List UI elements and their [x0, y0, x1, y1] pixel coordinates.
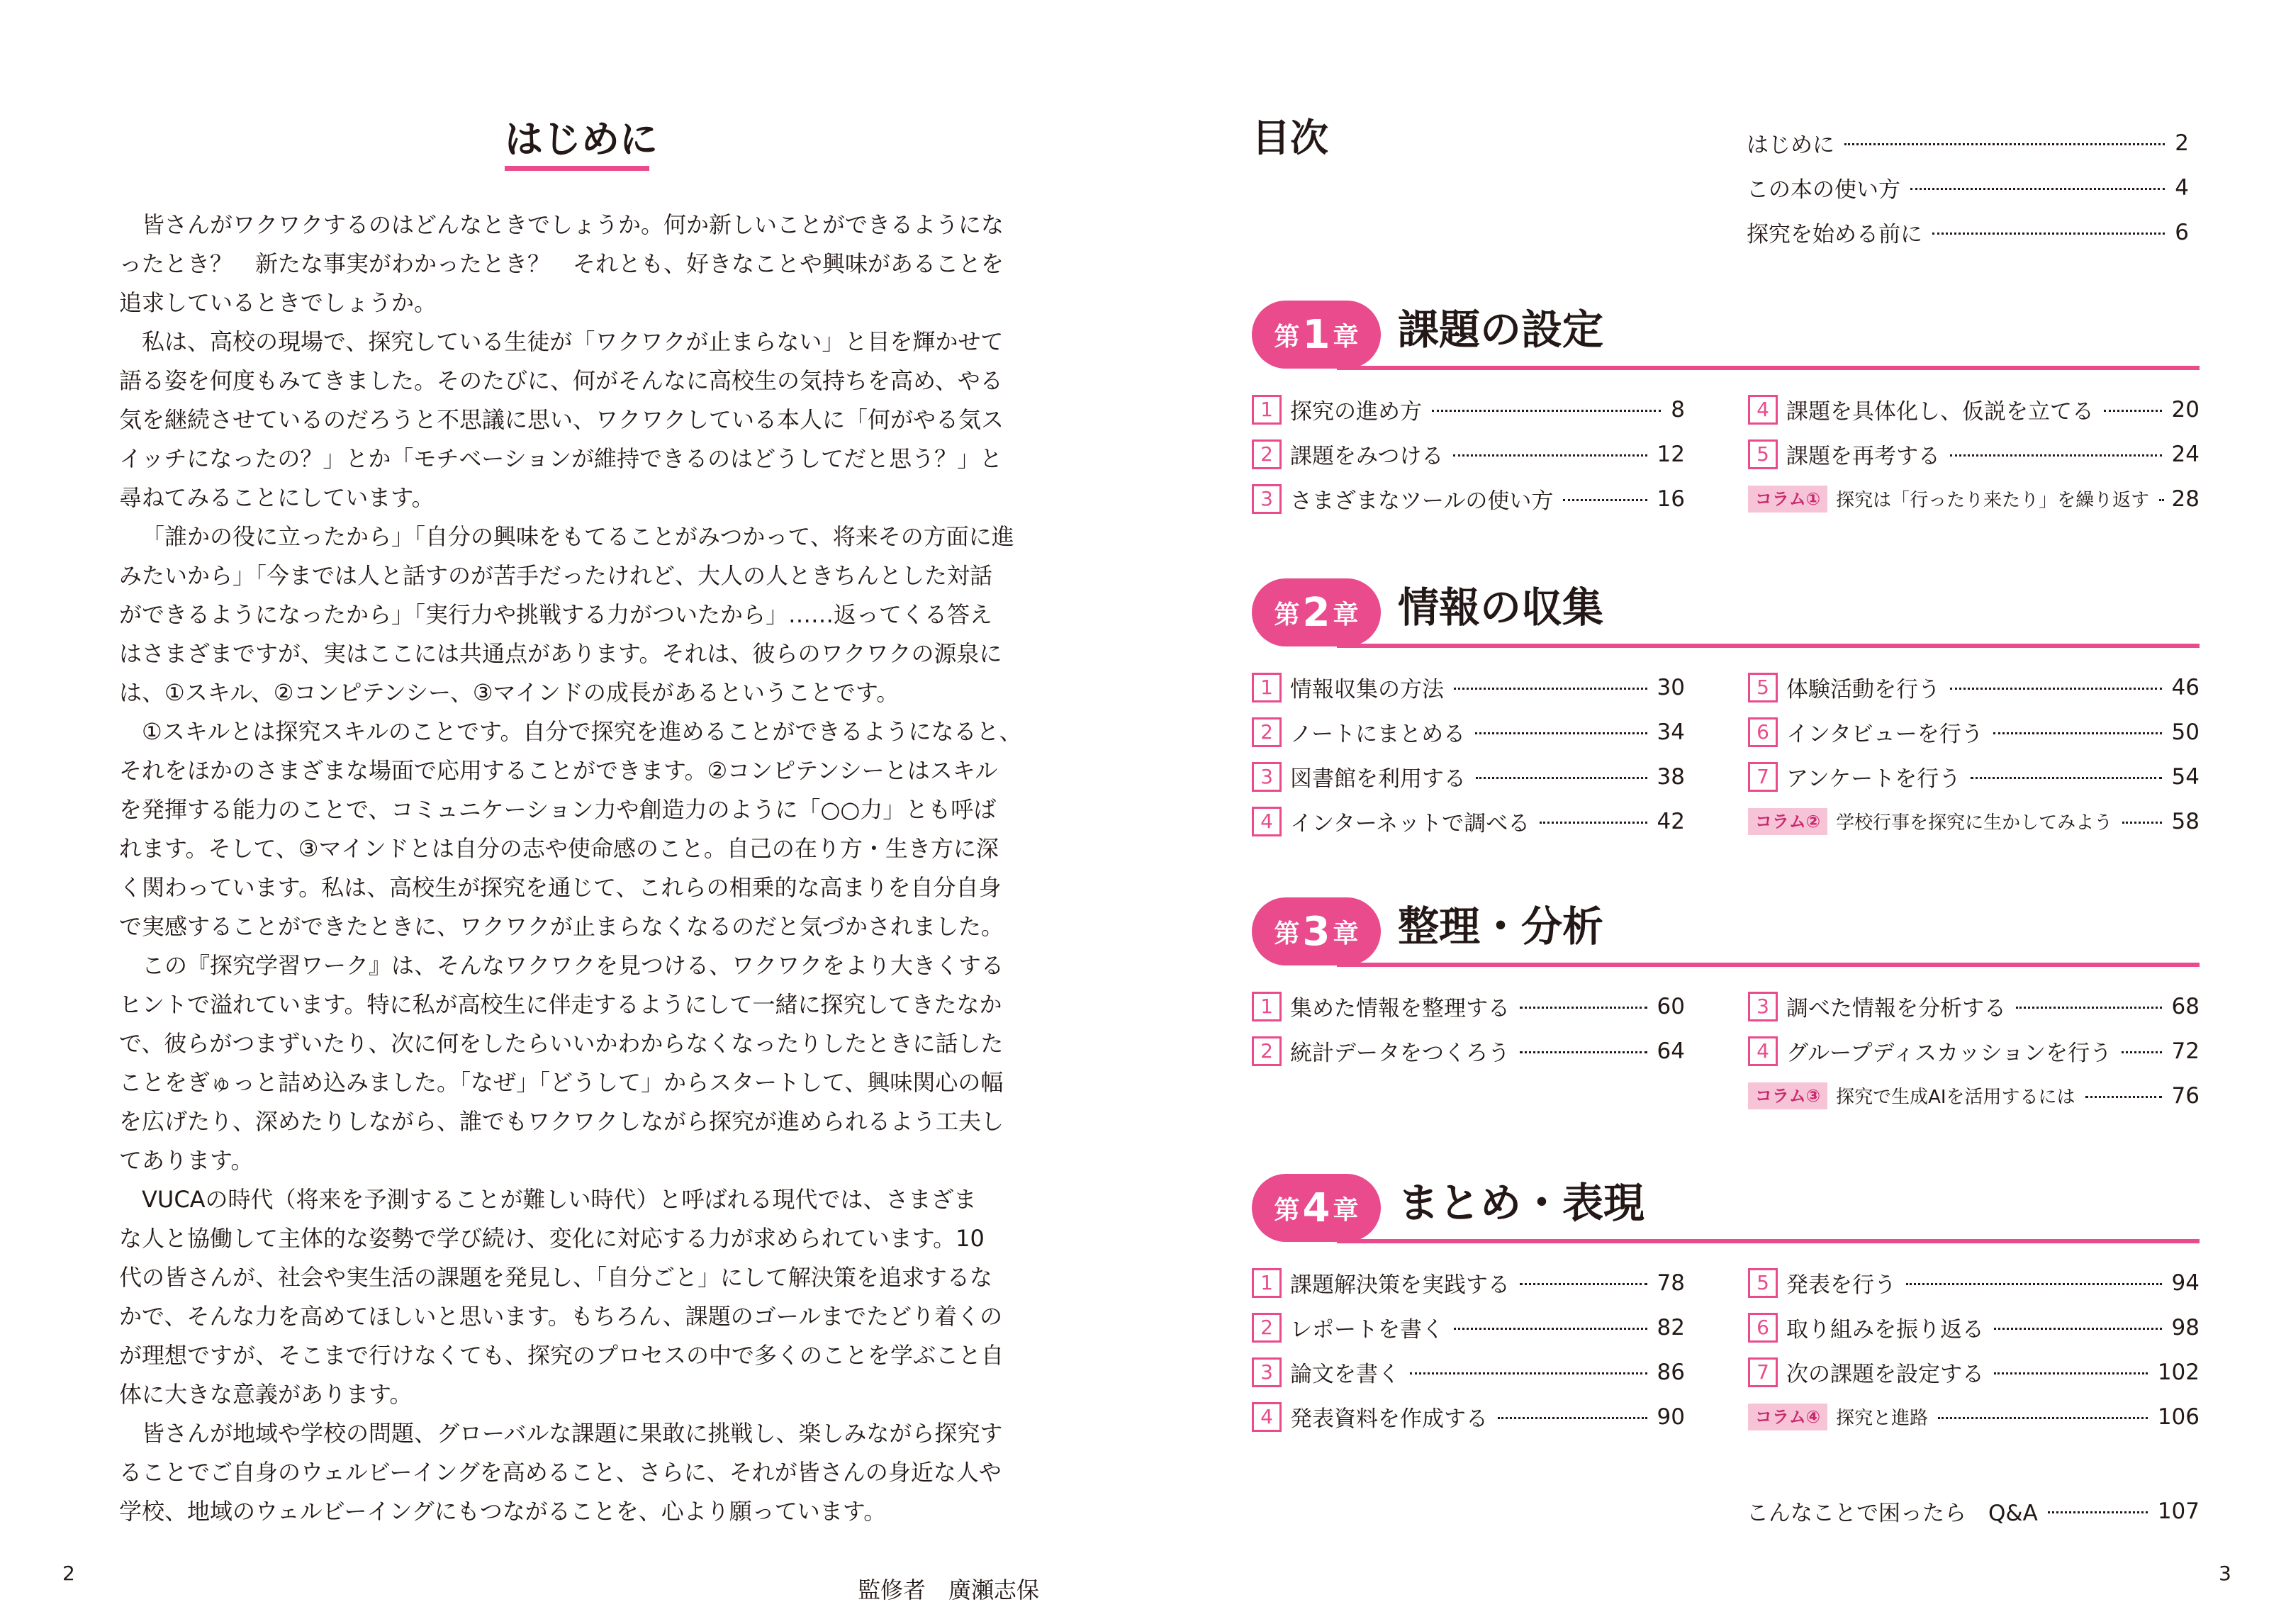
intro-line: で、彼らがつまずいたり、次に何をしたらいいかわからなくなったりしたときに話した [119, 1030, 1004, 1057]
intro-line: 体に大きな意義があります。 [119, 1381, 413, 1408]
dot-leader [2122, 1051, 2161, 1053]
intro-paragraph [119, 946, 1041, 1180]
column-entry-label: 探究で生成AIを活用するには [1836, 1087, 2075, 1108]
toc-entry-label: インターネットで調べる [1290, 811, 1530, 836]
intro-line: ったとき？ 新たな事実がわかったとき？ それとも、好きなことや興味があることを [119, 250, 1004, 277]
column-badge: コラム④ [1748, 1404, 1827, 1430]
toc-entry[interactable] [1252, 984, 1685, 1029]
toc-entry-page: 28 [2171, 486, 2200, 512]
toc-entry-label: ノートにまとめる [1290, 722, 1466, 747]
toc-entry-page: 90 [1657, 1404, 1685, 1430]
intro-line: 皆さんがワクワクするのはどんなときでしょうか。何か新しいことができるようにな [142, 211, 1004, 238]
toc-entry-page: 106 [2157, 1404, 2200, 1430]
toc-entry[interactable] [1252, 1394, 1685, 1439]
intro-line: イッチになったの？」とか「モチベーションが維持できるのはどうしてだと思う？」と [119, 445, 1003, 472]
chapter-rule [1337, 1239, 2200, 1243]
toc-entry[interactable] [1747, 121, 2189, 165]
toc-entry-page: 24 [2171, 441, 2200, 467]
toc-entry[interactable] [1747, 210, 2189, 254]
toc-entry-label: 探究を始める前に [1747, 222, 1922, 247]
intro-paragraph [119, 1180, 1041, 1414]
chapter-2 [1252, 576, 2200, 836]
toc-title: 目次 [1252, 116, 1328, 160]
dot-leader [1994, 1328, 2162, 1330]
toc-entry-page: 6 [2175, 219, 2189, 245]
section-number-box: 3 [1252, 484, 1282, 514]
column-badge: コラム③ [1748, 1082, 1827, 1109]
section-number-box: 2 [1252, 1036, 1282, 1066]
intro-line: 皆さんが地域や学校の問題、グローバルな課題に果敢に挑戦し、楽しみながら探究す [142, 1420, 1003, 1447]
chapter-badge [1252, 897, 1381, 965]
right-column [1748, 984, 2200, 1118]
intro-line: な人と協働して主体的な姿勢で学び続け、変化に対応する力が求められています。10 [119, 1225, 985, 1252]
chapter-prefix: 第 [1274, 600, 1300, 629]
dot-leader [1844, 143, 2165, 145]
intro-line: はさまざまですが、実はここには共通点があります。それは、彼らのワクワクの源泉に [119, 640, 1002, 667]
toc-entry-label: 課題を具体化し、仮説を立てる [1786, 399, 2094, 425]
section-number-box: 5 [1748, 1268, 1778, 1298]
chapter-rule [1337, 644, 2200, 648]
qa-entry[interactable] [1747, 1489, 2200, 1533]
intro-paragraph [119, 323, 1041, 517]
dot-leader [1906, 1283, 2162, 1285]
right-column [1748, 387, 2200, 521]
toc-entry[interactable] [1252, 387, 1685, 432]
toc-entry[interactable] [1748, 984, 2200, 1029]
section-number-box: 7 [1748, 762, 1778, 792]
dot-leader [1993, 732, 2162, 734]
intro-title: はじめに [505, 117, 658, 162]
toc-entry-page: 34 [1657, 719, 1685, 745]
toc-entry-label: さまざまなツールの使い方 [1290, 488, 1554, 514]
toc-entry-label: レポートを書く [1290, 1317, 1444, 1343]
toc-entry-page: 68 [2171, 993, 2200, 1019]
section-number-box: 6 [1748, 717, 1778, 747]
dot-leader [1454, 688, 1647, 690]
chapter-1 [1252, 298, 2200, 514]
pre-chapter-list [1747, 121, 2189, 254]
section-number-box: 1 [1252, 992, 1282, 1021]
column-entry-label: 学校行事を探究に生かしてみよう [1836, 812, 2113, 834]
toc-entry-page: 16 [1657, 486, 1685, 512]
chapter-number: 1 [1302, 311, 1330, 358]
dot-leader [2016, 1007, 2162, 1009]
section-number-box: 3 [1252, 762, 1282, 792]
section-number-box: 1 [1252, 1268, 1282, 1298]
toc-entry-label: 統計データをつくろう [1290, 1041, 1510, 1066]
chapter-title: 整理・分析 [1398, 902, 1604, 951]
column-entry-label: 探究と進路 [1836, 1408, 1929, 1429]
toc-entry[interactable] [1252, 432, 1685, 476]
dot-leader [1520, 1283, 1647, 1285]
chapter-title: 情報の収集 [1398, 583, 1604, 632]
chapter-badge [1252, 301, 1381, 369]
section-number-box: 7 [1748, 1357, 1778, 1387]
intro-line: それをほかのさまざまな場面で応用することができます。②コンピテンシーとはスキル [119, 757, 998, 784]
chapter-number: 2 [1302, 589, 1330, 636]
intro-line: く関わっています。私は、高校生が探究を通じて、これらの相乗的な高まりを自分自身 [119, 874, 1002, 901]
chapter-heading [1252, 895, 2200, 965]
section-number-box: 4 [1252, 807, 1282, 836]
toc-entry-page: 78 [1657, 1270, 1685, 1296]
toc-entry-label: 体験活動を行う [1786, 677, 1940, 702]
dot-leader [1520, 1007, 1647, 1009]
toc-entry-label: はじめに [1747, 133, 1834, 158]
toc-entry[interactable] [1252, 476, 1685, 521]
dot-leader [2104, 410, 2162, 412]
toc-entry-page: 30 [1657, 674, 1685, 700]
chapter-heading [1252, 298, 2200, 369]
chapter-prefix: 第 [1274, 919, 1300, 948]
toc-entry-label: 調べた情報を分析する [1786, 996, 2006, 1021]
toc-entry-page: 102 [2157, 1359, 2200, 1385]
toc-entry[interactable] [1252, 1350, 1685, 1394]
chapter-badge [1252, 1174, 1381, 1242]
toc-entry-page: 8 [1671, 396, 1685, 422]
dot-leader [1432, 410, 1661, 412]
toc-entry-label: 発表資料を作成する [1290, 1406, 1488, 1432]
column-badge: コラム② [1748, 808, 1827, 835]
toc-entry-label: グループディスカッションを行う [1786, 1041, 2112, 1066]
right-page [1143, 0, 2286, 1624]
toc-entry-label: 課題解決策を実践する [1290, 1272, 1510, 1298]
toc-entry-label: 集めた情報を整理する [1290, 996, 1510, 1021]
chapter-heading [1252, 576, 2200, 646]
toc-entry[interactable] [1252, 665, 1685, 710]
toc-entry-page: 50 [2171, 719, 2200, 745]
toc-entry[interactable] [1748, 387, 2200, 432]
intro-line: 追求しているときでしょうか。 [119, 289, 437, 316]
toc-entry-page: 60 [1657, 993, 1685, 1019]
chapter-3 [1252, 895, 2200, 1109]
toc-entry[interactable] [1252, 1305, 1685, 1350]
section-number-box: 4 [1748, 1036, 1778, 1066]
toc-entry-page: 2 [2175, 130, 2189, 156]
dot-leader [1910, 188, 2165, 190]
toc-entry[interactable] [1252, 710, 1685, 754]
intro-line: れます。そして、③マインドとは自分の志や使命感のこと。自己の在り方・生き方に深 [119, 835, 999, 862]
toc-entry[interactable] [1748, 1029, 2200, 1073]
dot-leader [1475, 732, 1647, 734]
chapter-suffix: 章 [1333, 600, 1359, 629]
toc-entry[interactable] [1748, 665, 2200, 710]
signature: 監修者 廣瀬志保 [858, 1577, 1040, 1603]
left-column [1252, 665, 1685, 844]
column-entry[interactable] [1748, 1394, 2200, 1439]
toc-entry-page: 98 [2171, 1314, 2200, 1340]
page-number-left: 2 [62, 1562, 75, 1585]
section-number-box: 4 [1748, 395, 1778, 425]
toc-entry-page: 20 [2171, 396, 2200, 422]
dot-leader [1994, 1372, 2148, 1374]
intro-line: を発揮する能力のことで、コミュニケーション力や創造力のように「○○力」とも呼ば [119, 796, 997, 823]
dot-leader [1454, 1328, 1647, 1330]
toc-entry[interactable] [1748, 710, 2200, 754]
toc-entry[interactable] [1252, 1260, 1685, 1305]
intro-paragraph [119, 712, 1041, 946]
dot-leader [2085, 1096, 2162, 1098]
intro-line: が理想ですが、そこまで行けなくても、探究のプロセスの中で多くのことを学ぶこと自 [119, 1342, 1004, 1369]
section-number-box: 5 [1748, 439, 1778, 469]
chapter-title: 課題の設定 [1398, 306, 1604, 354]
dot-leader [1932, 233, 2165, 235]
toc-entry-page: 94 [2171, 1270, 2200, 1296]
section-number-box: 1 [1252, 395, 1282, 425]
column-entry[interactable] [1748, 799, 2200, 844]
toc-entry-page: 58 [2171, 808, 2200, 834]
intro-title-underline [505, 166, 649, 171]
intro-line: ヒントで溢れています。特に私が高校生に伴走するようにして一緒に探究してきたなか [119, 991, 1002, 1018]
intro-line: ることでご自身のウェルビーイングを高めること、さらに、それが皆さんの身近な人や [119, 1459, 1002, 1486]
chapter-number: 4 [1302, 1185, 1330, 1231]
chapter-4 [1252, 1171, 2200, 1432]
toc-entry[interactable] [1252, 799, 1685, 844]
toc-entry[interactable] [1748, 1260, 2200, 1305]
section-number-box: 2 [1252, 1313, 1282, 1343]
intro-line: この『探究学習ワーク』は、そんなワクワクを見つける、ワクワクをより大きくする [142, 952, 1004, 979]
section-number-box: 1 [1252, 673, 1282, 702]
chapter-suffix: 章 [1333, 1195, 1359, 1225]
toc-entry-label: 課題をみつける [1290, 444, 1444, 469]
intro-paragraph [119, 1414, 1041, 1531]
chapter-rule [1337, 963, 2200, 967]
dot-leader [1950, 454, 2162, 457]
dot-leader [1498, 1417, 1647, 1419]
section-number-box: 4 [1252, 1402, 1282, 1432]
dot-leader [1453, 454, 1647, 457]
intro-line: 私は、高校の現場で、探究している生徒が「ワクワクが止まらない」と目を輝かせて [142, 328, 1004, 355]
dot-leader [1971, 777, 2161, 779]
chapter-title: まとめ・表現 [1398, 1179, 1645, 1227]
left-column [1252, 1260, 1685, 1439]
intro-line: かで、そんな力を高めてほしいと思います。もちろん、課題のゴールまでたどり着くの [119, 1303, 1003, 1330]
intro-line: 気を継続させているのだろうと不思議に思い、ワクワクしている本人に「何がやる気ス [119, 406, 1004, 433]
intro-line: で実感することができたときに、ワクワクが止まらなくなるのだと気づかされました。 [119, 913, 1004, 940]
section-number-box: 5 [1748, 673, 1778, 702]
chapter-badge [1252, 578, 1381, 646]
dot-leader [1540, 822, 1647, 824]
chapter-prefix: 第 [1274, 1195, 1300, 1225]
toc-entry-page: 12 [1657, 441, 1685, 467]
intro-line: みたいから」「今までは人と話すのが苦手だったけれど、大人の人ときちんとした対話 [119, 562, 993, 589]
column-entry[interactable] [1748, 1073, 2200, 1118]
qa-page: 107 [2157, 1498, 2200, 1524]
intro-line: は、①スキル、②コンピテンシー、③マインドの成長があるということです。 [119, 679, 900, 706]
toc-entry-label: この本の使い方 [1747, 177, 1900, 203]
chapter-suffix: 章 [1333, 919, 1359, 948]
toc-entry-label: 次の課題を設定する [1786, 1362, 1984, 1387]
toc-entry-label: 発表を行う [1786, 1272, 1896, 1298]
toc-entry[interactable] [1252, 1029, 1685, 1073]
toc-entry-page: 76 [2171, 1082, 2200, 1109]
toc-entry-label: 取り組みを振り返る [1786, 1317, 1984, 1343]
section-number-box: 2 [1252, 439, 1282, 469]
toc-entry-page: 46 [2171, 674, 2200, 700]
toc-entry-label: 情報収集の方法 [1290, 677, 1444, 702]
dot-leader [1410, 1372, 1647, 1374]
right-column [1748, 665, 2200, 844]
dot-leader [1950, 688, 2162, 690]
intro-paragraph [119, 206, 1041, 323]
toc-entry[interactable] [1748, 1350, 2200, 1394]
toc-entry-label: 探究の進め方 [1290, 399, 1422, 425]
intro-line: 尋ねてみることにしています。 [119, 484, 435, 511]
chapter-suffix: 章 [1333, 322, 1359, 352]
intro-line: VUCAの時代（将来を予測することが難しい時代）と呼ばれる現代では、さまざま [142, 1186, 977, 1213]
toc-entry[interactable] [1747, 165, 2189, 210]
section-number-box: 6 [1748, 1313, 1778, 1343]
right-column [1748, 1260, 2200, 1439]
intro-line: 代の皆さんが、社会や実生活の課題を発見し、「自分ごと」にして解決策を追求するな [119, 1264, 993, 1291]
page-number-right: 3 [2219, 1562, 2231, 1585]
dot-leader [1520, 1051, 1647, 1053]
dot-leader [1938, 1417, 2148, 1419]
toc-entry-page: 4 [2175, 174, 2189, 201]
toc-entry-label: 図書館を利用する [1290, 766, 1466, 792]
dot-leader [2159, 499, 2161, 501]
toc-entry-page: 38 [1657, 763, 1685, 790]
intro-line: ①スキルとは探究スキルのことです。自分で探究を進めることができるようになると、 [142, 718, 1022, 745]
dot-leader [1476, 777, 1647, 779]
toc-entry[interactable] [1748, 432, 2200, 476]
toc-entry-label: インタビューを行う [1786, 722, 1983, 747]
chapter-prefix: 第 [1274, 322, 1300, 352]
toc-entry-label: 課題を再考する [1786, 444, 1940, 469]
intro-line: を広げたり、深めたりしながら、誰でもワクワクしながら探究が進められるよう工夫し [119, 1108, 1004, 1135]
chapter-heading [1252, 1171, 2200, 1242]
intro-body [119, 206, 1041, 1531]
toc-entry-page: 82 [1657, 1314, 1685, 1340]
section-number-box: 2 [1252, 717, 1282, 747]
dot-leader [2122, 822, 2161, 824]
intro-paragraph [119, 517, 1041, 712]
toc-entry-label: アンケートを行う [1786, 766, 1961, 792]
left-column [1252, 387, 1685, 521]
toc-entry[interactable] [1252, 754, 1685, 799]
intro-line: ができるようになったから」「実行力や挑戦する力がついたから」……返ってくる答え [119, 601, 993, 628]
toc-entry[interactable] [1748, 1305, 2200, 1350]
qa-label: こんなことで困ったら Q&A [1747, 1501, 2038, 1526]
column-entry-label: 探究は「行ったり来たり」を繰り返す [1836, 490, 2150, 511]
intro-line: てあります。 [119, 1147, 254, 1174]
column-entry[interactable] [1748, 476, 2200, 521]
toc-entry-page: 54 [2171, 763, 2200, 790]
section-number-box: 3 [1252, 1357, 1282, 1387]
intro-line: 語る姿を何度もみてきました。そのたびに、何がそんなに高校生の気持ちを高め、やる [119, 367, 1003, 394]
toc-entry-page: 72 [2171, 1038, 2200, 1064]
column-badge: コラム① [1748, 486, 1827, 513]
intro-line: 学校、地域のウェルビーイングにもつながることを、心より願っています。 [119, 1498, 887, 1525]
left-column [1252, 984, 1685, 1073]
chapter-rule [1337, 366, 2200, 370]
intro-line: 「誰かの役に立ったから」「自分の興味をもてることがみつかって、将来その方面に進 [142, 523, 1014, 550]
toc-entry-label: 論文を書く [1290, 1362, 1400, 1387]
intro-line: ことをぎゅっと詰め込みました。「なぜ」「どうして」からスタートして、興味関心の幅 [119, 1069, 1004, 1096]
section-number-box: 3 [1748, 992, 1778, 1021]
dot-leader [1563, 499, 1647, 501]
toc-entry-page: 64 [1657, 1038, 1685, 1064]
toc-entry-page: 42 [1657, 808, 1685, 834]
toc-entry[interactable] [1748, 754, 2200, 799]
dot-leader [2048, 1511, 2148, 1513]
chapter-number: 3 [1302, 908, 1330, 955]
toc-entry-page: 86 [1657, 1359, 1685, 1385]
